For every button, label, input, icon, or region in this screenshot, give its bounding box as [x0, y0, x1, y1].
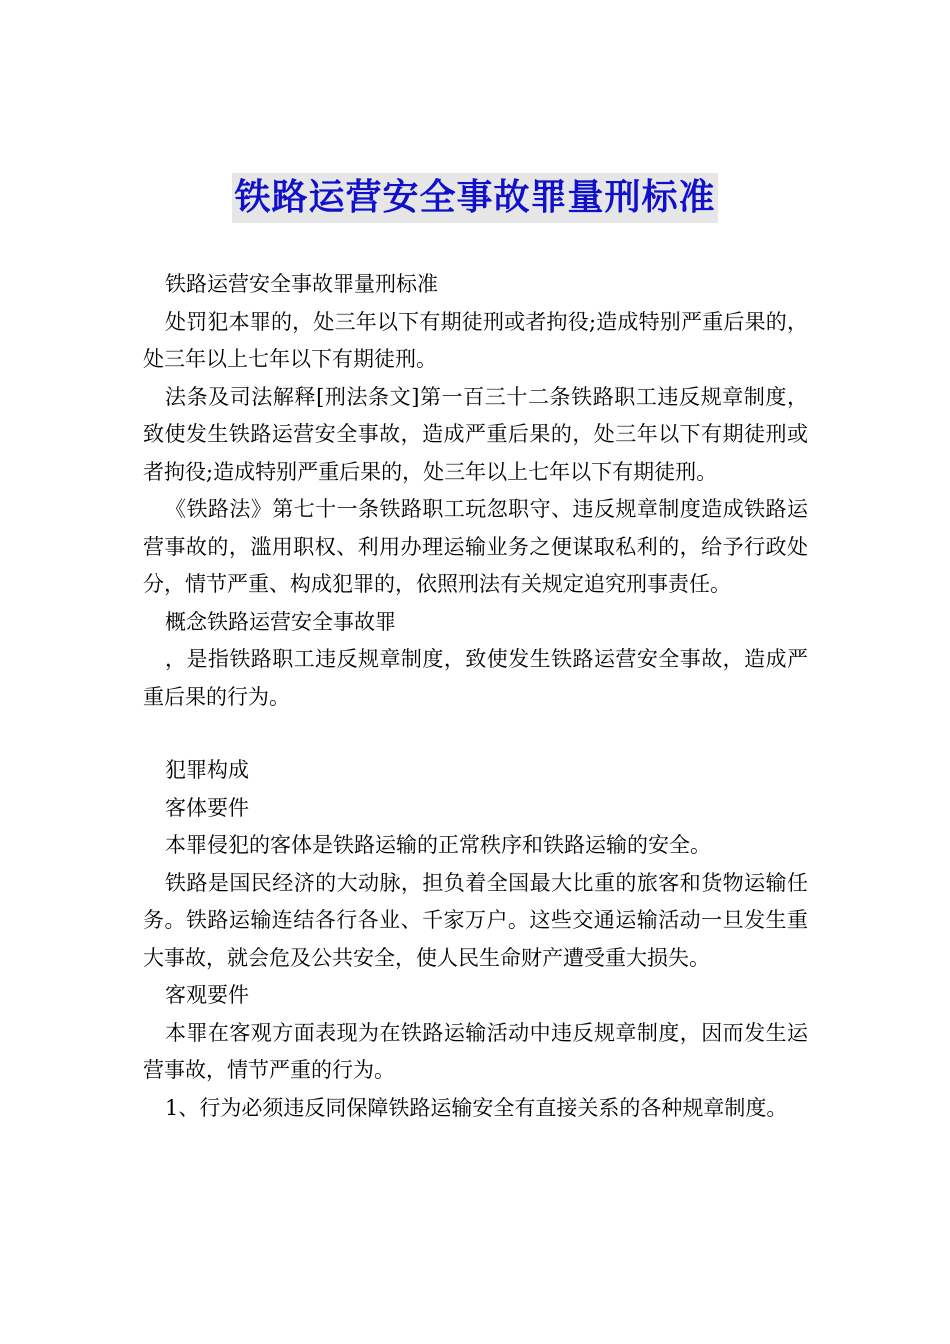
paragraph-heading: 铁路运营安全事故罪量刑标准 [165, 272, 438, 296]
document-body [143, 266, 808, 1127]
paragraph-object-element-heading: 客体要件 [165, 795, 249, 820]
paragraph-objective-element-heading: 客观要件 [165, 983, 249, 1007]
paragraph-criminal-law-article: 法条及司法解释[刑法条文]第一百三十二条铁路职工违反规章制度，致使发生铁路运营安全事故，造成严重后果的，处三年以下有期徒刑或者拘役;造成特别严重后果的，处三年以上七年以下有期徒刑。 [143, 384, 808, 484]
title-container [0, 173, 950, 223]
paragraph-concept-definition: ，是指铁路职工违反规章制度，致使发生铁路运营安全事故，造成严重后果的行为。 [143, 647, 808, 709]
paragraph-composition-heading: 犯罪构成 [165, 758, 249, 782]
paragraph-railway-law-article: 《铁路法》第七十一条铁路职工玩忽职守、违反规章制度造成铁路运营事故的，滥用职权、利用办理运输业务之便谋取私利的，给予行政处分，情节严重、构成犯罪的，依照刑法有关规定追究刑事责任。 [143, 497, 808, 596]
document-title: 铁路运营安全事故罪量刑标准 [232, 173, 717, 223]
paragraph-object-element: 本罪侵犯的客体是铁路运输的正常秩序和铁路运输的安全。 [165, 833, 711, 857]
paragraph-objective-element: 本罪在客观方面表现为在铁路运输活动中违反规章制度，因而发生运营事故，情节严重的行为。 [143, 1020, 808, 1082]
paragraph-penalty: 处罚犯本罪的，处三年以下有期徒刑或者拘役;造成特别严重后果的，处三年以上七年以下有期徒刑。 [143, 309, 808, 371]
paragraph-item-1: 1、行为必须违反同保障铁路运输安全有直接关系的各种规章制度。 [165, 1095, 788, 1120]
paragraph-railway-importance: 铁路是国民经济的大动脉，担负着全国最大比重的旅客和货物运输任务。铁路运输连结各行各业、千家万户。这些交通运输活动一旦发生重大事故，就会危及公共安全，使人民生命财产遭受重大损失。 [143, 870, 808, 970]
paragraph-concept-heading: 概念铁路运营安全事故罪 [165, 609, 396, 634]
